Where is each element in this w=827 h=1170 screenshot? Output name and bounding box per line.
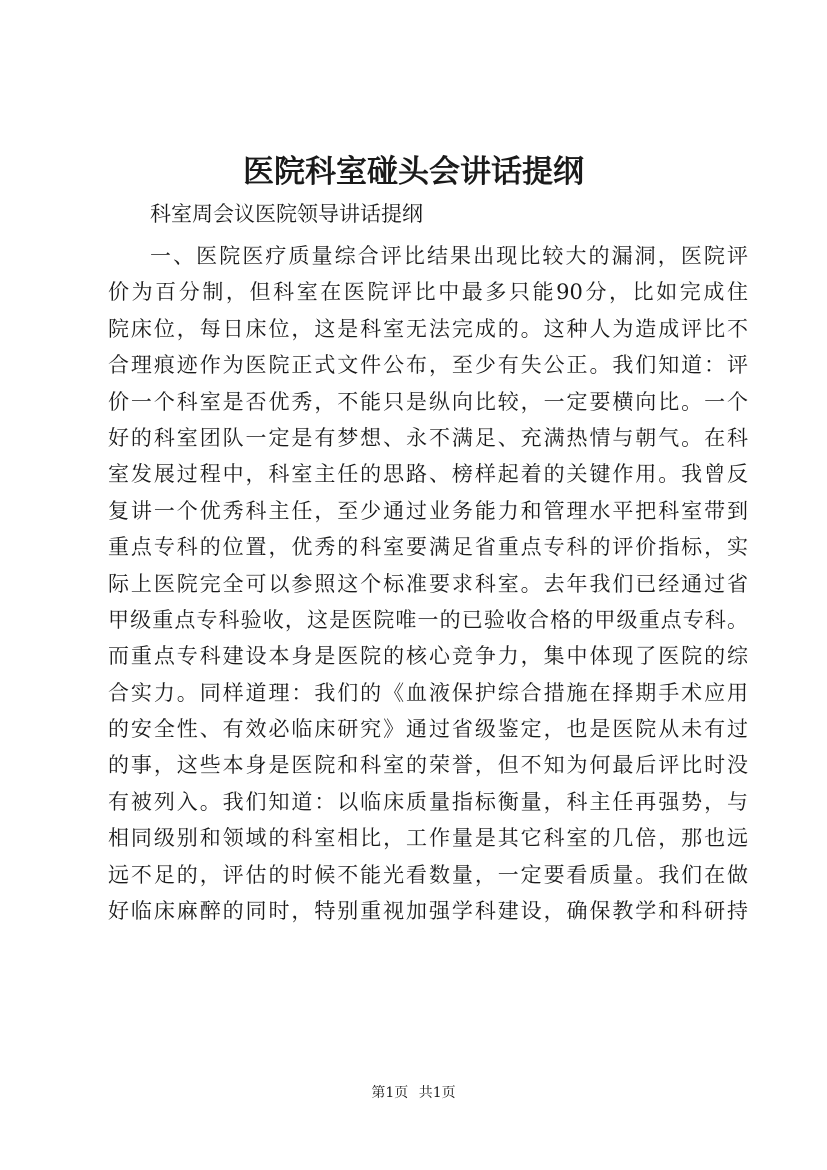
- text-line: 合理痕迹作为医院正式文件公布，至少有失公正。我们知道：评: [108, 353, 748, 378]
- text-line: 相同级别和领域的科室相比，工作量是其它科室的几倍，那也远: [108, 826, 748, 851]
- document-subtitle: 科室周会议医院领导讲话提纲: [150, 202, 423, 226]
- page-number: 第1页: [371, 1085, 409, 1101]
- text-line: 合实力。同样道理：我们的《血液保护综合措施在择期手术应用: [108, 680, 748, 705]
- page-footer: [0, 1082, 827, 1102]
- text-line: 而重点专科建设本身是医院的核心竞争力，集中体现了医院的综: [108, 644, 748, 669]
- text-line: 价为百分制，但科室在医院评比中最多只能90分，比如完成住: [108, 280, 748, 305]
- body-paragraph: [108, 238, 748, 929]
- page-total: 共1页: [418, 1085, 456, 1101]
- text-line: 复讲一个优秀科主任，至少通过业务能力和管理水平把科室带到: [108, 498, 748, 523]
- text-line: 际上医院完全可以参照这个标准要求科室。去年我们已经通过省: [108, 571, 748, 596]
- text-line: 好临床麻醉的同时，特别重视加强学科建设，确保教学和科研持: [108, 899, 748, 924]
- text-line: 价一个科室是否优秀，不能只是纵向比较，一定要横向比。一个: [108, 389, 748, 414]
- text-line: 远不足的，评估的时候不能光看数量，一定要看质量。我们在做: [108, 862, 748, 887]
- text-line: 的安全性、有效必临床研究》通过省级鉴定，也是医院从未有过: [108, 717, 748, 742]
- text-line: 院床位，每日床位，这是科室无法完成的。这种人为造成评比不: [108, 316, 748, 341]
- page-title: 医院科室碰头会讲话提纲: [243, 154, 584, 190]
- text-line: 甲级重点专科验收，这是医院唯一的已验收合格的甲级重点专科。: [108, 607, 748, 632]
- text-line: 室发展过程中，科室主任的思路、榜样起着的关键作用。我曾反: [108, 462, 748, 487]
- text-line: 一、医院医疗质量综合评比结果出现比较大的漏洞，医院评: [150, 244, 748, 268]
- text-line: 重点专科的位置，优秀的科室要满足省重点专科的评价指标，实: [108, 535, 748, 560]
- text-line: 的事，这些本身是医院和科室的荣誉，但不知为何最后评比时没: [108, 753, 748, 778]
- text-line: 有被列入。我们知道：以临床质量指标衡量，科主任再强势，与: [108, 789, 748, 814]
- text-line: 好的科室团队一定是有梦想、永不满足、充满热情与朝气。在科: [108, 425, 748, 450]
